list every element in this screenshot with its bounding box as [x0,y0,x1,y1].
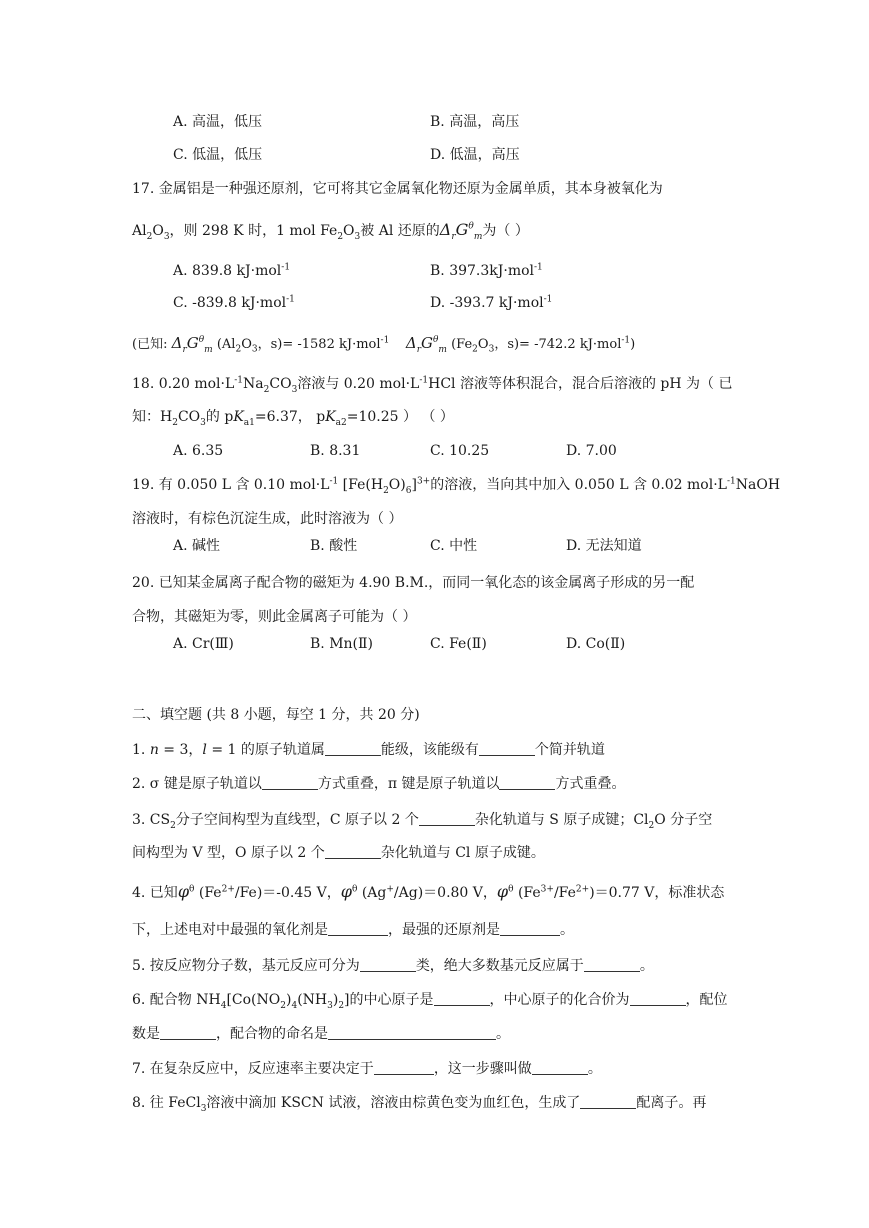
q18-line2: 知：$H_2CO_3$的 $pK_{a1}=6.37$， $pK_{a2}=10.25$ ） （ ） [132,409,454,428]
q20-line2: 合物，其磁矩为零，则此金属离子可能为（ ） [132,609,417,625]
q17-option-c: C. -839.8 kJ·mol$^{-1}$ [173,294,295,311]
fill-6-line1: 6. 配合物 $NH_4[Co(NO_2)_4(NH_3)_2]$的中心原子是 ，中心原子的化合价为 ，配位 [132,992,728,1011]
q20-option-a: A. Cr(Ⅲ) [173,636,234,652]
q18-option-c: C. 10.25 [430,443,490,459]
q16-option-a: A. 高温，低压 [173,114,263,130]
q20-option-d: D. Co(Ⅱ) [566,636,626,652]
q18-option-a: A. 6.35 [173,443,224,459]
blank [499,775,555,790]
fill-8: 8. 往 FeCl$_3$溶液中滴加 KSCN 试液，溶液由棕黄色变为血红色，生成了 配离子。再 [132,1095,707,1114]
q20-option-b: B. Mn(Ⅱ) [310,636,373,652]
fill-7: 7. 在复杂反应中，反应速率主要决定于 ，这一步骤叫做 。 [132,1061,602,1077]
fill-4-line1: 4. 已知$\varphi^\theta$ $(Fe^{2+}/Fe)=-0.45$ V，$\varphi^\theta$ (Ag+/Ag)＝0.80 V，$\varphi^\theta$ $(Fe^{3+}/Fe^{2+})=0.77$ V，标准状态 [132,882,725,901]
q17-line2: $Al_2O_3$，则 298 K 时，1 mol $Fe_2O_3$被 Al 还原的$\Delta_rG^\theta_m$为（ ） [132,220,529,243]
blank [434,991,490,1006]
blank [328,1025,496,1040]
blank [419,811,475,826]
blank [500,921,560,936]
q17-option-b: B. 397.3kJ·mol$^{-1}$ [430,262,543,279]
phi-symbol: φ [340,882,352,901]
q17-option-a: A. 839.8 kJ·mol$^{-1}$ [173,262,291,279]
blank [479,741,535,756]
blank [584,957,640,972]
q17-option-d: D. -393.7 kJ·mol$^{-1}$ [430,294,553,311]
phi-symbol: φ [496,882,509,901]
blank [374,1060,434,1075]
q18-line1: 18. 0.20 $mol\cdot L^{-1}Na_2CO_3$溶液与 0.20 $mol\cdot L^{-1}HCl$ 溶液等体积混合，混合后溶液的 pH 为（ 已 [132,375,733,395]
blank [532,1060,588,1075]
fill-6-line2: 数是 ，配合物的命名是 。 [132,1026,510,1042]
delta-r-g-symbol: $\Delta_rG^\theta_m$ [439,220,483,243]
fill-2: 2. σ 键是原子轨道以 方式重叠，π 键是原子轨道以 方式重叠。 [132,776,626,792]
q17-given: (已知: $\Delta_rG^\theta_m$ ($Al_2O_3$，s)= -1582 kJ·mol$^{-1}$ $\Delta_rG^\theta_m$ ($Fe_2O_3$，s)= -742.2 kJ·mol$^{-1}$) [132,334,636,355]
q16-option-d: D. 低温，高压 [430,147,520,163]
q20-line1: 20. 已知某金属离子配合物的磁矩为 4.90 B.M.，而同一氧化态的该金属离子形成的另一配 [132,575,695,591]
fill-1: 1. n = 3，l = 1 的原子轨道属 能级，该能级有 个简并轨道 [132,742,605,758]
blank [160,1025,216,1040]
q19-option-d: D. 无法知道 [566,538,642,554]
blank [360,957,416,972]
blank [325,741,381,756]
q16-option-c: C. 低温，低压 [173,147,263,163]
blank [630,991,686,1006]
q17-line1: 17. 金属铝是一种强还原剂，它可将其它金属氧化物还原为金属单质，其本身被氧化为 [132,181,663,197]
blank [580,1094,636,1109]
q19-line2: 溶液时，有棕色沉淀生成，此时溶液为（ ） [132,511,403,527]
fill-4-line2: 下，上述电对中最强的氧化剂是 ，最强的还原剂是 。 [132,922,574,938]
q19-option-c: C. 中性 [430,538,478,554]
q20-option-c: C. Fe(Ⅱ) [430,636,487,652]
q19-option-a: A. 碱性 [173,538,221,554]
q19-line1: 19. 有 0.050 L 含 0.10 $mol\cdot L^{-1}$ $[Fe(H_2O)_6]^{3+}$的溶液，当向其中加入 0.050 L 含 0.02 $mol\cdot L^{-1}NaOH$ [132,476,781,496]
section2-title: 二、填空题 (共 8 小题，每空 1 分，共 20 分) [132,707,420,723]
q18-option-d: D. 7.00 [566,443,617,459]
fill-5: 5. 按反应物分子数，基元反应可分为 类，绝大多数基元反应属于 。 [132,958,654,974]
blank [328,921,388,936]
q18-option-b: B. 8.31 [310,443,361,459]
q16-option-b: B. 高温，高压 [430,114,520,130]
fill-3-line1: 3. $CS_2$分子空间构型为直线型，C 原子以 2 个 杂化轨道与 S 原子成键；$Cl_2O$ 分子空 [132,812,713,831]
blank [262,775,318,790]
blank [325,844,381,859]
phi-symbol: φ [177,882,190,901]
q19-option-b: B. 酸性 [310,538,358,554]
fill-3-line2: 间构型为 V 型，O 原子以 2 个 杂化轨道与 Cl 原子成键。 [132,845,545,861]
